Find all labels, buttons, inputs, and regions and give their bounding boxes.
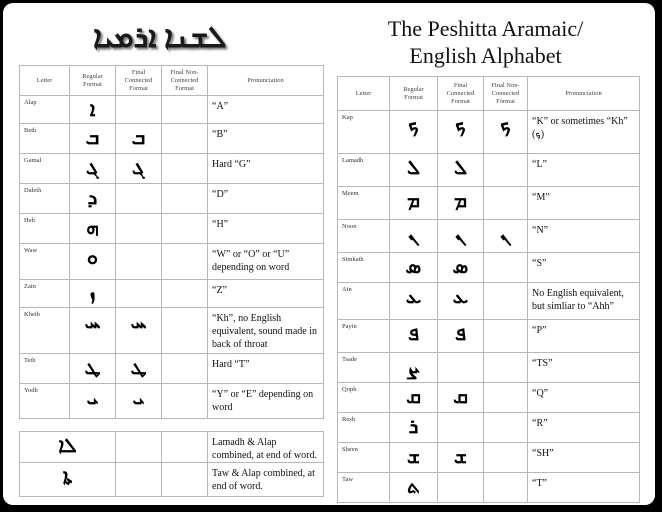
final-non-connected-glyph-cell (484, 111, 528, 154)
regular-glyph-cell (70, 96, 116, 124)
final-non-connected-glyph-cell (484, 473, 528, 503)
letter-name-cell (338, 111, 390, 154)
final-connected-glyph: ܩ (453, 384, 468, 408)
regular-glyph: ܝ (86, 385, 99, 409)
regular-glyph-cell (390, 443, 438, 473)
regular-glyph-cell (70, 124, 116, 154)
letter-name-cell (20, 96, 70, 124)
pronunciation-text: “Kh”, no English equivalent, sound made in back of throat (212, 313, 317, 350)
regular-glyph: ܣ (405, 254, 422, 278)
regular-glyph-cell (70, 154, 116, 184)
letter-name: Zain (24, 283, 36, 290)
ligature-glyph: ܬܐ (62, 464, 73, 488)
final-connected-glyph-cell (116, 214, 162, 244)
final-non-connected-glyph-cell (162, 214, 208, 244)
regular-glyph: ܦ (408, 321, 419, 345)
letter-row (20, 214, 324, 244)
final-non-connected-glyph-cell (484, 253, 528, 283)
letter-name-cell (338, 353, 390, 383)
letter-name: Kap (342, 114, 353, 121)
final-connected-glyph: ܒ (131, 125, 146, 149)
empty-cell (162, 432, 208, 463)
final-connected-glyph-cell (438, 283, 484, 320)
pronunciation-text: “Y” or “E” depending on word (212, 389, 314, 413)
regular-glyph: ܗ (86, 215, 99, 239)
final-connected-glyph-cell (438, 443, 484, 473)
pronunciation-text: “S” (532, 258, 547, 269)
final-non-connected-glyph: ܟ (500, 112, 511, 136)
pronunciation-text-cell (208, 244, 324, 280)
regular-glyph-cell (390, 111, 438, 154)
final-connected-glyph: ܛ (130, 355, 147, 379)
final-non-connected-glyph-cell (484, 220, 528, 253)
pronunciation-text-cell (208, 214, 324, 244)
letter-name: Taw (342, 476, 354, 483)
ligature-pronunciation: Taw & Alap combined, at end of word. (212, 468, 315, 492)
ligature-glyph-cell (20, 432, 116, 463)
letter-row (338, 220, 640, 253)
ligature-pronunciation-cell (208, 432, 324, 463)
pronunciation-text: “Z” (212, 285, 227, 296)
final-non-connected-glyph-cell (484, 353, 528, 383)
regular-glyph-cell (390, 413, 438, 443)
final-connected-glyph-cell (438, 187, 484, 220)
empty-cell (116, 463, 162, 497)
final-connected-glyph-cell (116, 354, 162, 384)
letter-name-cell (20, 184, 70, 214)
letter-row (338, 443, 640, 473)
final-connected-glyph: ܟ (455, 112, 466, 136)
regular-glyph: ܫ (407, 444, 420, 468)
final-connected-glyph-cell (438, 220, 484, 253)
letter-name-cell (338, 154, 390, 187)
pronunciation-text-cell (208, 308, 324, 354)
ligature-row (20, 463, 324, 497)
header-final-connected: Final Connected Format (116, 66, 162, 96)
letter-name-cell (338, 413, 390, 443)
final-connected-glyph: ܠ (454, 155, 467, 179)
pronunciation-text: “H” (212, 219, 229, 230)
letter-name: Beth (24, 127, 37, 134)
pronunciation-text-cell (528, 383, 640, 413)
final-non-connected-glyph-cell (162, 244, 208, 280)
final-connected-glyph-cell (438, 413, 484, 443)
regular-glyph: ܙ (89, 281, 96, 305)
final-connected-glyph-cell (438, 111, 484, 154)
letter-name-cell (338, 320, 390, 353)
pronunciation-text: “N” (532, 225, 549, 236)
letter-name: Qoph (342, 386, 357, 393)
regular-glyph-cell (390, 473, 438, 503)
pronunciation-text: Hard “G” (212, 159, 251, 170)
regular-glyph: ܢ (408, 221, 419, 245)
final-non-connected-glyph-cell (484, 413, 528, 443)
regular-glyph: ܛ (84, 355, 101, 379)
final-non-connected-glyph-cell (484, 383, 528, 413)
pronunciation-text-cell (208, 154, 324, 184)
pronunciation-text: “P” (532, 325, 547, 336)
regular-glyph-cell (390, 320, 438, 353)
header-letter: Letter (20, 66, 70, 96)
pronunciation-text: No English equivalent, but simliar to “Ahh” (532, 288, 624, 312)
letter-name: Daleth (24, 187, 42, 194)
letter-name: Ain (342, 286, 352, 293)
letter-row (338, 383, 640, 413)
regular-glyph: ܐ (89, 97, 96, 121)
final-connected-glyph: ܝ (132, 385, 145, 409)
final-connected-glyph-cell (116, 124, 162, 154)
regular-glyph: ܡ (407, 188, 420, 212)
pronunciation-text: “Q” (532, 388, 549, 399)
pronunciation-text: “M” (532, 192, 550, 203)
right-header-row (338, 77, 640, 111)
letter-name: Kheth (24, 311, 40, 318)
header-pronunciation: Pronunciation (208, 66, 324, 96)
letter-name: Simkath (342, 256, 364, 263)
letter-row (20, 308, 324, 354)
final-non-connected-glyph-cell (484, 443, 528, 473)
pronunciation-text-cell (528, 443, 640, 473)
pronunciation-text: “D” (212, 189, 229, 200)
pronunciation-text: “W” or “O” or “U” depending on word (212, 249, 290, 273)
final-connected-glyph-cell (438, 473, 484, 503)
letter-row (338, 473, 640, 503)
page-title (348, 15, 623, 69)
regular-glyph-cell (70, 184, 116, 214)
final-non-connected-glyph-cell (484, 187, 528, 220)
empty-cell (116, 432, 162, 463)
pronunciation-text: “T” (532, 478, 547, 489)
final-connected-glyph-cell (438, 154, 484, 187)
final-connected-glyph: ܡ (454, 188, 467, 212)
pronunciation-text-cell (528, 413, 640, 443)
letter-name-cell (20, 384, 70, 419)
final-connected-glyph-cell (438, 353, 484, 383)
final-connected-glyph-cell (116, 384, 162, 419)
regular-glyph: ܚ (84, 309, 101, 333)
letter-name: Tsade (342, 356, 358, 363)
final-connected-glyph: ܥ (452, 284, 469, 308)
letter-row (338, 111, 640, 154)
letter-name-cell (338, 253, 390, 283)
letter-name-cell (20, 154, 70, 184)
header-regular: Regular Format (390, 77, 438, 111)
final-connected-glyph-cell (438, 383, 484, 413)
final-connected-glyph-cell (116, 244, 162, 280)
pronunciation-text-cell (528, 353, 640, 383)
letter-name-cell (338, 443, 390, 473)
regular-glyph: ܓ (86, 155, 99, 179)
pronunciation-text-cell (208, 96, 324, 124)
ligature-glyph: ܠܐ (58, 433, 77, 457)
regular-glyph-cell (390, 220, 438, 253)
final-connected-glyph-cell (116, 184, 162, 214)
final-non-connected-glyph-cell (484, 154, 528, 187)
pronunciation-text-cell (528, 320, 640, 353)
header-final-non-connected: Final Non-Connected Format (162, 66, 208, 96)
letter-row (20, 154, 324, 184)
letter-name: Meem (342, 190, 359, 197)
final-connected-glyph-cell (116, 308, 162, 354)
syriac-title: ܠܫܢܐ ܐܪܡܝܐ (93, 21, 227, 54)
letter-name-cell (20, 244, 70, 280)
letter-name-cell (20, 214, 70, 244)
final-non-connected-glyph-cell (162, 280, 208, 308)
regular-glyph-cell (70, 244, 116, 280)
final-non-connected-glyph-cell (162, 354, 208, 384)
letter-name: Alap (24, 99, 37, 106)
final-non-connected-glyph: ܢ (500, 221, 511, 245)
regular-glyph: ܕ (87, 185, 98, 209)
header-final-connected: Final Connected Format (438, 77, 484, 111)
letter-row (20, 384, 324, 419)
final-connected-glyph-cell (438, 320, 484, 353)
letter-name: Heh (24, 217, 35, 224)
ligature-pronunciation: Lamadh & Alap combined, at end of word. (212, 437, 317, 461)
final-connected-glyph: ܓ (132, 155, 145, 179)
final-connected-glyph-cell (116, 96, 162, 124)
pronunciation-text-cell (528, 154, 640, 187)
final-non-connected-glyph-cell (162, 124, 208, 154)
final-non-connected-glyph-cell (162, 308, 208, 354)
pronunciation-text: “K” or sometimes “Kh” (ܟ݂) (532, 116, 628, 140)
regular-glyph: ܨ (407, 354, 420, 378)
final-connected-glyph-cell (116, 280, 162, 308)
letter-row (338, 154, 640, 187)
regular-glyph-cell (70, 280, 116, 308)
pronunciation-text-cell (208, 354, 324, 384)
letter-name: Lamadh (342, 157, 364, 164)
letter-row (20, 280, 324, 308)
regular-glyph: ܟ (408, 112, 419, 136)
regular-glyph-cell (390, 187, 438, 220)
alphabet-sheet (3, 3, 655, 505)
title-line-2: English Alphabet (409, 43, 562, 68)
right-alphabet-table (337, 76, 640, 503)
letter-name-cell (20, 280, 70, 308)
letter-name-cell (338, 283, 390, 320)
pronunciation-text-cell (208, 280, 324, 308)
regular-glyph: ܪ (408, 414, 419, 438)
pronunciation-text-cell (208, 124, 324, 154)
letter-name: Gamal (24, 157, 42, 164)
final-non-connected-glyph-cell (484, 283, 528, 320)
pronunciation-text-cell (528, 220, 640, 253)
regular-glyph-cell (390, 154, 438, 187)
letter-name-cell (338, 220, 390, 253)
letter-row (20, 124, 324, 154)
ligature-glyph-cell (20, 463, 116, 497)
final-connected-glyph: ܚ (130, 309, 147, 333)
letter-row (338, 187, 640, 220)
pronunciation-text-cell (208, 184, 324, 214)
pronunciation-text: “B” (212, 129, 228, 140)
regular-glyph: ܥ (405, 284, 422, 308)
header-final-non-connected: Final Non-Connected Format (484, 77, 528, 111)
combination-table (19, 431, 324, 497)
final-connected-glyph-cell (438, 253, 484, 283)
letter-name: Waw (24, 247, 38, 254)
regular-glyph-cell (70, 308, 116, 354)
letter-name-cell (338, 473, 390, 503)
pronunciation-text-cell (528, 187, 640, 220)
regular-glyph-cell (70, 384, 116, 419)
letter-name: Yodh (24, 387, 38, 394)
ligature-row (20, 432, 324, 463)
letter-row (20, 244, 324, 280)
letter-name: Payin (342, 323, 357, 330)
letter-row (338, 253, 640, 283)
regular-glyph: ܩ (406, 384, 421, 408)
pronunciation-text: “A” (212, 101, 229, 112)
letter-row (338, 353, 640, 383)
left-header-row (20, 66, 324, 96)
letter-row (20, 184, 324, 214)
letter-name: Sheen (342, 446, 358, 453)
letter-name: Resh (342, 416, 355, 423)
letter-row (338, 283, 640, 320)
regular-glyph-cell (70, 214, 116, 244)
pronunciation-text: “TS” (532, 358, 553, 369)
letter-row (20, 354, 324, 384)
letter-name-cell (20, 354, 70, 384)
letter-row (338, 320, 640, 353)
ligature-pronunciation-cell (208, 463, 324, 497)
letter-name: Teth (24, 357, 36, 364)
regular-glyph-cell (390, 353, 438, 383)
regular-glyph: ܒ (85, 125, 100, 149)
letter-name-cell (20, 124, 70, 154)
final-non-connected-glyph-cell (484, 320, 528, 353)
regular-glyph-cell (390, 253, 438, 283)
pronunciation-text-cell (208, 384, 324, 419)
title-line-1: The Peshitta Aramaic/ (387, 16, 584, 41)
pronunciation-text-cell (528, 253, 640, 283)
letter-name-cell (20, 308, 70, 354)
letter-name: Noon (342, 223, 357, 230)
regular-glyph: ܠ (407, 155, 420, 179)
regular-glyph: ܬ (407, 474, 420, 498)
final-connected-glyph: ܣ (452, 254, 469, 278)
final-connected-glyph: ܫ (454, 444, 467, 468)
pronunciation-text: Hard “T” (212, 359, 250, 370)
header-letter: Letter (338, 77, 390, 111)
regular-glyph-cell (390, 383, 438, 413)
letter-name-cell (338, 187, 390, 220)
regular-glyph-cell (390, 283, 438, 320)
regular-glyph: ܘ (86, 245, 99, 269)
final-connected-glyph: ܢ (455, 221, 466, 245)
left-alphabet-table (19, 65, 324, 419)
pronunciation-text: “L” (532, 159, 547, 170)
header-pronunciation: Pronunciation (528, 77, 640, 111)
letter-row (20, 96, 324, 124)
final-non-connected-glyph-cell (162, 154, 208, 184)
final-non-connected-glyph-cell (162, 384, 208, 419)
letter-name-cell (338, 383, 390, 413)
pronunciation-text-cell (528, 111, 640, 154)
regular-glyph-cell (70, 354, 116, 384)
pronunciation-text-cell (528, 283, 640, 320)
final-connected-glyph-cell (116, 154, 162, 184)
letter-row (338, 413, 640, 443)
pronunciation-text-cell (528, 473, 640, 503)
final-connected-glyph: ܦ (455, 321, 466, 345)
empty-cell (162, 463, 208, 497)
final-non-connected-glyph-cell (162, 96, 208, 124)
pronunciation-text: “SH” (532, 448, 554, 459)
pronunciation-text: “R” (532, 418, 548, 429)
final-non-connected-glyph-cell (162, 184, 208, 214)
header-regular: Regular Format (70, 66, 116, 96)
